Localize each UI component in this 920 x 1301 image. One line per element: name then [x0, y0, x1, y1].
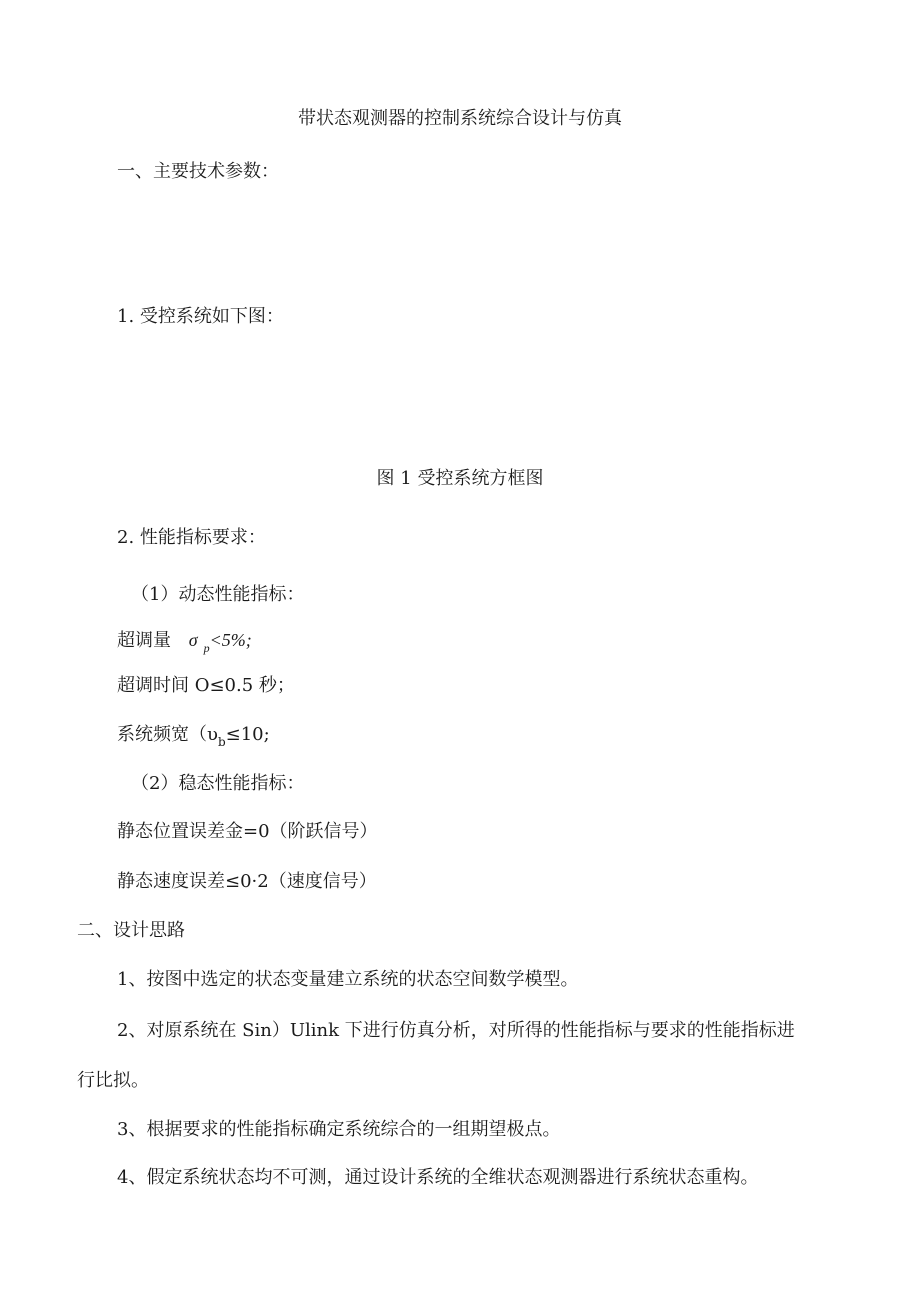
bandwidth-requirement — [117, 723, 270, 748]
bandwidth-label: 系统频宽（υ — [117, 724, 218, 745]
static-velocity-error: 静态速度误差≤0·2（速度信号） — [117, 871, 377, 892]
bandwidth-subscript: b — [217, 735, 226, 749]
item-performance-requirements: 2. 性能指标要求： — [117, 527, 266, 548]
item-controlled-system: 1. 受控系统如下图： — [117, 306, 284, 327]
bandwidth-value: ≤10; — [225, 724, 270, 745]
settling-time-requirement: 超调时间 O≤0.5 秒； — [117, 675, 295, 696]
static-performance-heading: （2）稳态性能指标： — [131, 773, 305, 794]
overshoot-requirement — [117, 628, 252, 654]
design-step-3: 3、根据要求的性能指标确定系统综合的一组期望极点。 — [117, 1119, 561, 1140]
section-heading-design-approach: 二、设计思路 — [77, 920, 185, 941]
static-position-error: 静态位置误差金=0（阶跃信号） — [117, 821, 378, 842]
overshoot-subscript: p — [203, 641, 210, 655]
design-step-2-line-2: 行比拟。 — [77, 1070, 149, 1091]
design-step-4: 4、假定系统状态均不可测，通过设计系统的全维状态观测器进行系统状态重构。 — [117, 1167, 759, 1188]
overshoot-value: <5%; — [209, 630, 252, 650]
figure-caption: 图 1 受控系统方框图 — [376, 468, 544, 489]
document-title: 带状态观测器的控制系统综合设计与仿真 — [298, 108, 622, 129]
overshoot-label: 超调量 — [117, 630, 171, 651]
dynamic-performance-heading: （1）动态性能指标： — [131, 584, 305, 605]
section-heading-parameters: 一、主要技术参数： — [117, 161, 279, 182]
design-step-2-line-1: 2、对原系统在 Sin）Ulink 下进行仿真分析，对所得的性能指标与要求的性能指标进 — [117, 1020, 795, 1041]
overshoot-sigma: σ — [188, 630, 198, 650]
design-step-1: 1、按图中选定的状态变量建立系统的状态空间数学模型。 — [117, 969, 579, 990]
